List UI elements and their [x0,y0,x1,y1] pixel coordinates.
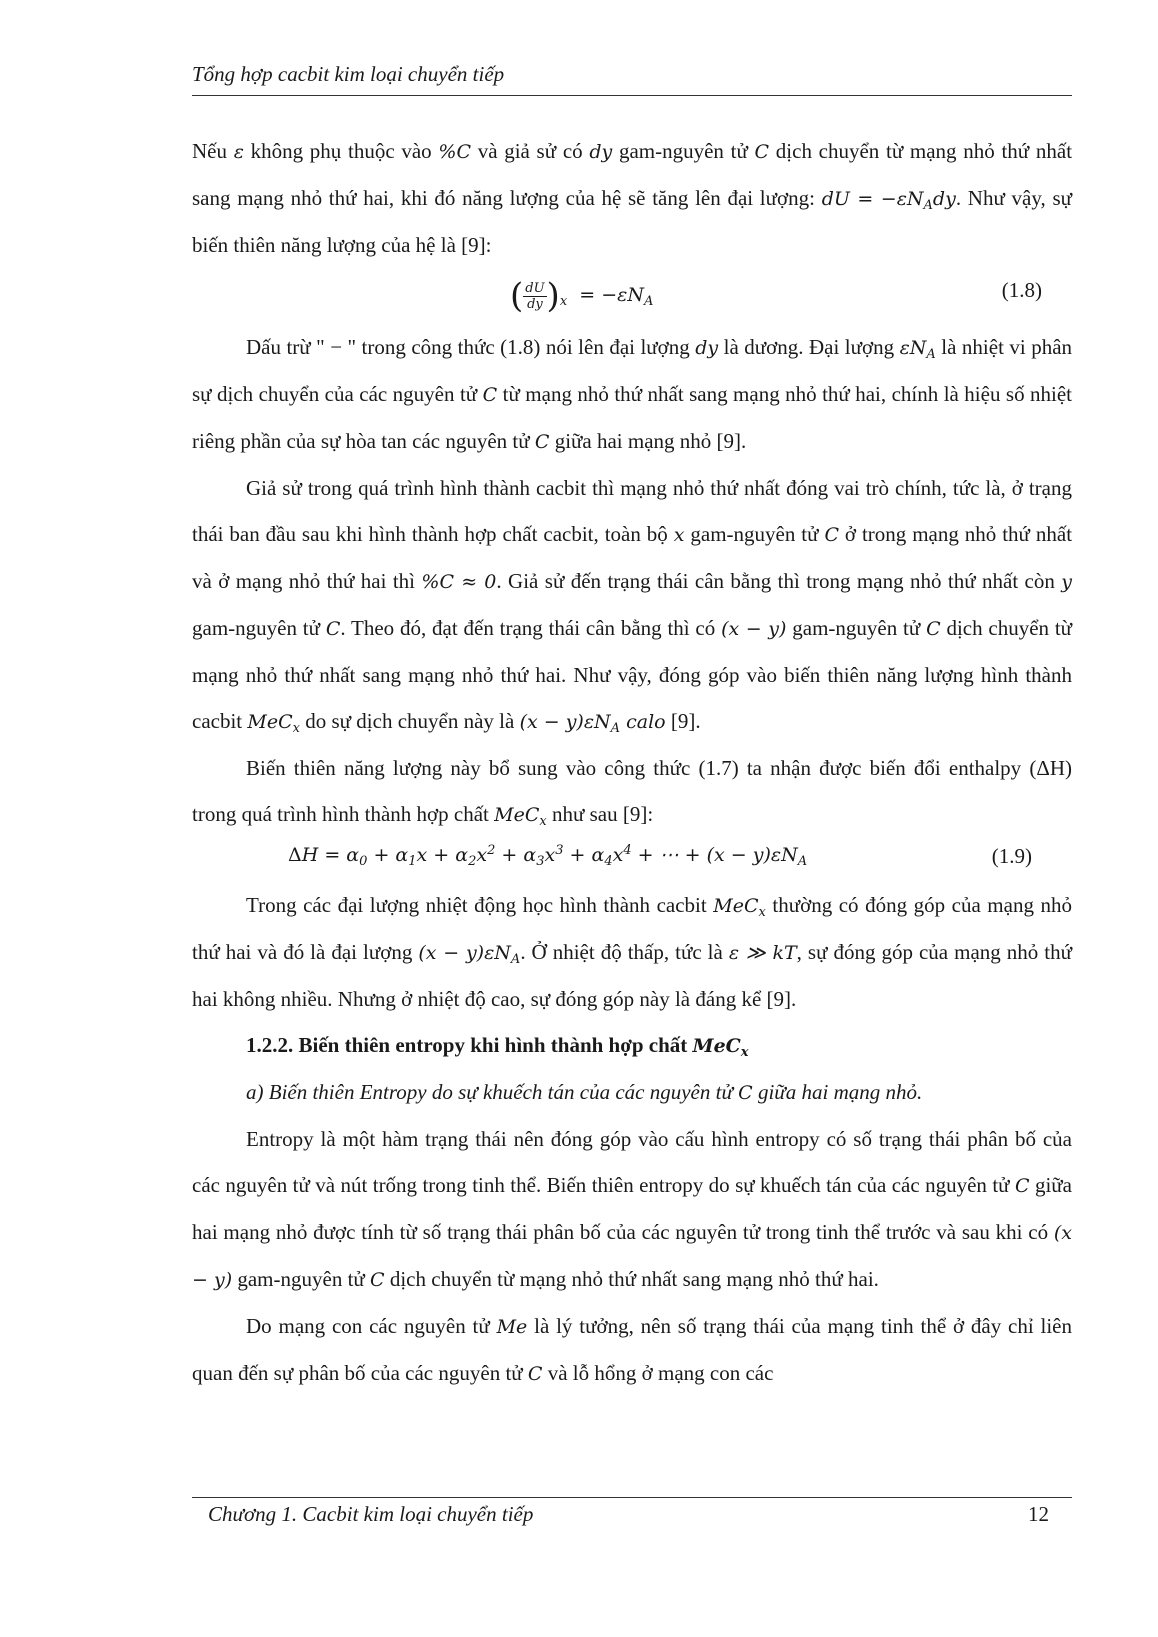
page-number: 12 [1028,1502,1049,1526]
equation-1-9: $\Delta H = \alpha_0 + \alpha_1x + \alpha_2x^2 + \alpha_3x^3 + \alpha_4x^4$ + ⋯ + $(x - y)\varepsilon N_A$ (1.9) [288,843,1032,869]
footer-chapter: Chương 1. Cacbit kim loại chuyển tiếp [208,1502,534,1526]
section-heading: 1.2.2. Biến thiên entropy khi hình thành hợp chất MeC$_x$ [246,1033,749,1060]
paragraph-4: Biến thiên năng lượng này bổ sung vào công thức (1.7) ta nhận được biến đổi enthalpy (ΔH) trong quá trình hình thành hợp chất MeC$_x$ như sau [9]: [192,756,1072,829]
page-header-title: Tổng hợp cacbit kim loại chuyển tiếp [192,62,505,86]
equation-1-8: ( $\frac{dU}{dy}$ )$_x = -\varepsilon N_A$ (1.8) [510,276,1042,316]
paragraph-6: Entropy là một hàm trạng thái nên đóng góp vào cấu hình entropy có số trạng thái phân bố của các nguyên tử và nút trống trong tinh thể. Biến thiên entropy do sự khuếch tán của các nguyên tử C giữa hai mạng nhỏ được tính từ số trạng thái phân bố của các nguyên tử trong tinh thể trước và sau khi có (x − y) gam-nguyên tử C dịch chuyển từ mạng nhỏ thứ nhất sang mạng nhỏ thứ hai. [192,1127,1073,1291]
equation-number: (1.8) [1001,278,1042,302]
subsection-heading: a) Biến thiên Entropy do sự khuếch tán của các nguyên tử C giữa hai mạng nhỏ. [246,1080,923,1104]
paragraph-7: Do mạng con các nguyên tử Me là lý tưởng, nên số trạng thái của mạng tinh thể ở đây chỉ liên quan đến sự phân bố của các nguyên tử C và lỗ hổng ở mạng con các [192,1314,1072,1385]
paragraph-2: Dấu trừ " − " trong công thức (1.8) nói lên đại lượng dy là dương. Đại lượng $\varepsilon N_A$ là nhiệt vi phân sự dịch chuyển của các nguyên tử C từ mạng nhỏ thứ nhất sang mạng nhỏ thứ hai, chính là hiệu số nhiệt riêng phần của sự hòa tan các nguyên tử C giữa hai mạng nhỏ [9]. [192,335,1073,453]
header-rule [192,95,1072,96]
paragraph-3: Giả sử trong quá trình hình thành cacbit thì mạng nhỏ thứ nhất đóng vai trò chính, tức là, ở trạng thái ban đầu sau khi hình thành hợp chất cacbit, toàn bộ x gam-nguyên tử C ở trong mạng nhỏ thứ nhất và ở mạng nhỏ thứ hai thì %C ≈ 0. Giả sử đến trạng thái cân bằng thì trong mạng nhỏ thứ nhất còn y gam-nguyên tử C. Theo đó, đạt đến trạng thái cân bằng thì có (x − y) gam-nguyên tử C dịch chuyển từ mạng nhỏ thứ nhất sang mạng nhỏ thứ hai. Như vậy, đóng góp vào biến thiên năng lượng hình thành cacbit MeC$_x$ do sự dịch chuyển này là $(x - y)\varepsilon N_A$ calo [9]. [192,476,1073,736]
footer-rule [192,1497,1072,1498]
paragraph-1: Nếu ε không phụ thuộc vào %C và giả sử có dy gam-nguyên tử C dịch chuyển từ mạng nhỏ thứ nhất sang mạng nhỏ thứ hai, khi đó năng lượng của hệ sẽ tăng lên đại lượng: dU = $-\varepsilon N_Ady$. Như vậy, sự biến thiên năng lượng của hệ là [9]: [192,139,1073,257]
equation-number: (1.9) [991,844,1032,868]
page-content [192,128,1072,1397]
paragraph-5: Trong các đại lượng nhiệt động học hình thành cacbit MeC$_x$ thường có đóng góp của mạng nhỏ thứ hai và đó là đại lượng $(x - y)\varepsilon N_A$. Ở nhiệt độ thấp, tức là ε ≫ kT, sự đóng góp của mạng nhỏ thứ hai không nhiều. Nhưng ở nhiệt độ cao, sự đóng góp này là đáng kể [9]. [192,893,1072,1011]
